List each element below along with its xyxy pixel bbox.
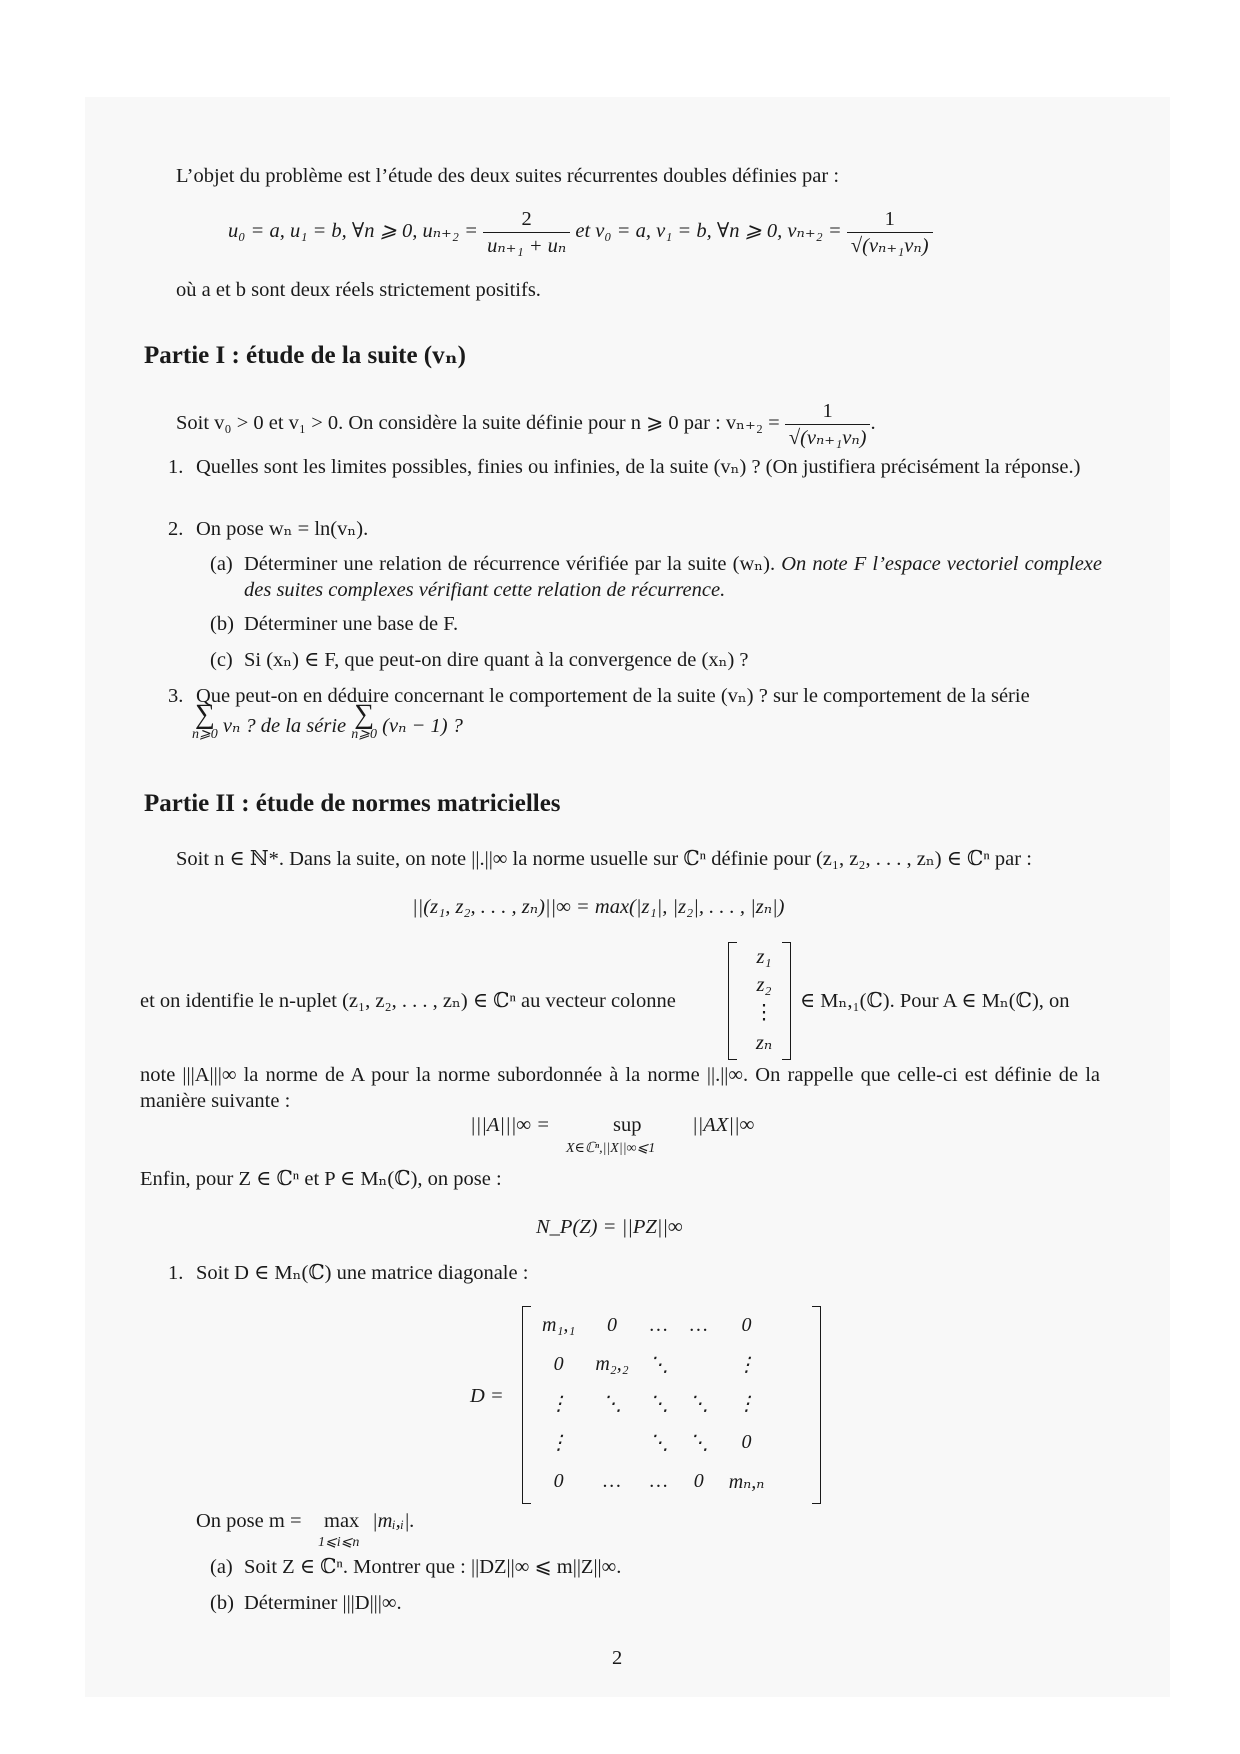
sup-subscript: X∈ℂⁿ,||X||∞⩽1 [566, 1141, 656, 1156]
sum-symbol: ∑ [194, 699, 215, 730]
matrix-cell: 0 [693, 1470, 704, 1492]
matrix-right-bracket [812, 1306, 821, 1504]
matrix-left-bracket [522, 1306, 531, 1504]
fraction-v-numerator: 1 [884, 208, 895, 230]
matrix-cell: … [689, 1314, 708, 1336]
matrix-cell: ⋱ [688, 1393, 709, 1415]
matrix-cell: ⋱ [648, 1432, 669, 1454]
q2c-text: Si (xₙ) ∈ F, que peut-on dire quant à la convergence de (xₙ) ? [244, 649, 749, 671]
intro-conclusion: où a et b sont deux réels strictement positifs. [176, 279, 541, 301]
q1-text: Quelles sont les limites possibles, finies ou infinies, de la suite (vₙ) ? (On justifiera précisément la réponse.) [196, 456, 1081, 478]
q2-text: On pose wₙ = ln(vₙ). [196, 518, 369, 540]
part1-fraction-numerator: 1 [822, 400, 833, 422]
sup-right: ||AX||∞ [692, 1114, 755, 1136]
matrix-cell: ⋮ [736, 1393, 757, 1415]
matrix-cell: 0 [607, 1314, 618, 1336]
part2-p2-left: et on identifie le n-uplet (z₁, z₂, . . . , zₙ) ∈ ℂⁿ au vecteur colonne [140, 990, 676, 1012]
sup-left: |||A|||∞ = [470, 1114, 550, 1136]
q1a-label: (a) [210, 1556, 233, 1578]
matrix-cell: ⋱ [648, 1393, 669, 1415]
part2-p1: Soit n ∈ ℕ*. Dans la suite, on note ||.||∞ la norme usuelle sur ℂⁿ définie pour (z₁, z₂, . . . , zₙ) ∈ ℂⁿ par : [176, 848, 1032, 870]
q1b-text: Déterminer |||D|||∞. [244, 1592, 402, 1614]
matrix-cell: ⋱ [688, 1432, 709, 1454]
recurrence-definitions [228, 206, 933, 259]
fraction-u-denominator: uₙ₊₁ + uₙ [483, 232, 570, 259]
q2b-label: (b) [210, 613, 234, 635]
column-vector-right-bracket [782, 942, 791, 1060]
section-heading-part1: Partie I : étude de la suite (vₙ) [144, 342, 466, 369]
matrix-cell: ⋮ [548, 1432, 569, 1454]
q3-series-2: (vₙ − 1) ? [382, 715, 463, 737]
column-vector-left-bracket [728, 942, 737, 1060]
page-number: 2 [612, 1647, 623, 1669]
sum-2 [351, 699, 378, 745]
matrix-cell: … [649, 1314, 668, 1336]
q2a-italic: On note F l’espace vectoriel complexe des suites complexes vérifiant cette relation de récurrence. [244, 553, 1102, 601]
part1-statement-text: Soit v₀ > 0 et v₁ > 0. On considère la suite définie pour n ⩾ 0 par : vₙ₊₂ = [176, 412, 780, 435]
q2-number: 2. [168, 518, 184, 540]
sum-index: n⩾0 [192, 727, 218, 742]
part2-p2-right: ∈ Mₙ,₁(ℂ). Pour A ∈ Mₙ(ℂ), on [800, 990, 1070, 1012]
q3-text: Que peut-on en déduire concernant le comportement de la suite (vₙ) ? sur le comportement de la série [196, 685, 1030, 707]
matrix-cell: ⋮ [548, 1393, 569, 1415]
matrix-cell: 0 [553, 1353, 564, 1375]
p2-q1-number: 1. [168, 1262, 184, 1284]
p2-q1-text: Soit D ∈ Mₙ(ℂ) une matrice diagonale : [196, 1262, 529, 1284]
diagonal-matrix [532, 1306, 774, 1501]
matrix-cell: … [603, 1470, 621, 1492]
q3-number: 3. [168, 685, 184, 707]
formula-u: u₀ = a, u₁ = b, ∀n ⩾ 0, uₙ₊₂ = [228, 220, 478, 243]
matrix-cell: 0 [553, 1470, 564, 1492]
matrix-cell: … [649, 1470, 668, 1492]
matrix-cell: mₙ,ₙ [728, 1471, 765, 1493]
column-entry: z₁ [756, 946, 772, 968]
sum-symbol: ∑ [354, 699, 375, 730]
q1-number: 1. [168, 456, 184, 478]
fraction-v-denominator: √(vₙ₊₁vₙ) [847, 232, 933, 259]
column-entry: ⋮ [753, 1002, 775, 1024]
matrix-cell: ⋱ [648, 1354, 669, 1376]
matrix-cell [585, 1423, 638, 1462]
matrix-cell: ⋱ [602, 1393, 623, 1415]
np-definition: N_P(Z) = ||PZ||∞ [536, 1216, 683, 1238]
sum-index: n⩾0 [351, 727, 378, 742]
q1a-text: Soit Z ∈ ℂⁿ. Montrer que : ||DZ||∞ ⩽ m||Z||∞. [244, 1556, 622, 1578]
m-max-subscript: 1⩽i⩽n [318, 1535, 360, 1550]
part2-p4: Enfin, pour Z ∈ ℂⁿ et P ∈ Mₙ(ℂ), on pose : [140, 1168, 502, 1190]
part2-p3: note |||A|||∞ la norme de A pour la norme subordonnée à la norme ||.||∞. On rappelle que celle-ci est définie de la manière suivante : [140, 1064, 1100, 1112]
fraction-u [483, 206, 570, 259]
part1-statement: Soit v₀ > 0 et v₁ > 0. On considère la suite définie pour n ⩾ 0 par : vₙ₊₂ = $\frac{1}{\text{√(vₙ₊₁vₙ)}}$ . [176, 400, 876, 449]
norm-definition: ||(z₁, z₂, . . . , zₙ)||∞ = max(|z₁|, |z₂|, . . . , |zₙ|) [412, 896, 785, 918]
q2a-main: Déterminer une relation de récurrence vérifiée par la suite (wₙ). [244, 553, 776, 575]
m-max: max [324, 1510, 360, 1532]
q2b-text: Déterminer une base de F. [244, 613, 459, 635]
D-label: D = [470, 1385, 504, 1407]
matrix-cell: 0 [741, 1431, 752, 1453]
section-heading-part2: Partie II : étude de normes matricielles [144, 790, 561, 817]
fraction-u-numerator: 2 [521, 208, 532, 230]
fraction-v [847, 206, 933, 259]
sum-1 [192, 699, 218, 745]
intro-line: L’objet du problème est l’étude des deux suites récurrentes doubles définies par : [176, 165, 840, 187]
sup-word: sup [613, 1114, 642, 1136]
part1-fraction [785, 398, 871, 451]
matrix-cell: m₁,₁ [542, 1314, 576, 1336]
q1b-label: (b) [210, 1592, 234, 1614]
m-def-right: |mᵢ,ᵢ|. [372, 1510, 415, 1532]
column-entry: zₙ [755, 1032, 773, 1054]
m-def-left: On pose m = [196, 1510, 302, 1532]
matrix-cell: m₂,₂ [595, 1353, 629, 1375]
q2a-text [244, 551, 1102, 603]
column-entry: z₂ [756, 974, 772, 996]
matrix-cell: 0 [741, 1314, 752, 1336]
q2a-label: (a) [210, 553, 233, 575]
q3-series [192, 699, 463, 745]
q3-series-1: vₙ ? de la série [222, 715, 347, 737]
formula-v: et v₀ = a, v₁ = b, ∀n ⩾ 0, vₙ₊₂ = [575, 220, 842, 243]
matrix-cell [679, 1345, 719, 1384]
matrix-cell: ⋮ [736, 1354, 757, 1376]
part1-fraction-denominator: √(vₙ₊₁vₙ) [785, 424, 871, 451]
q2c-label: (c) [210, 649, 233, 671]
